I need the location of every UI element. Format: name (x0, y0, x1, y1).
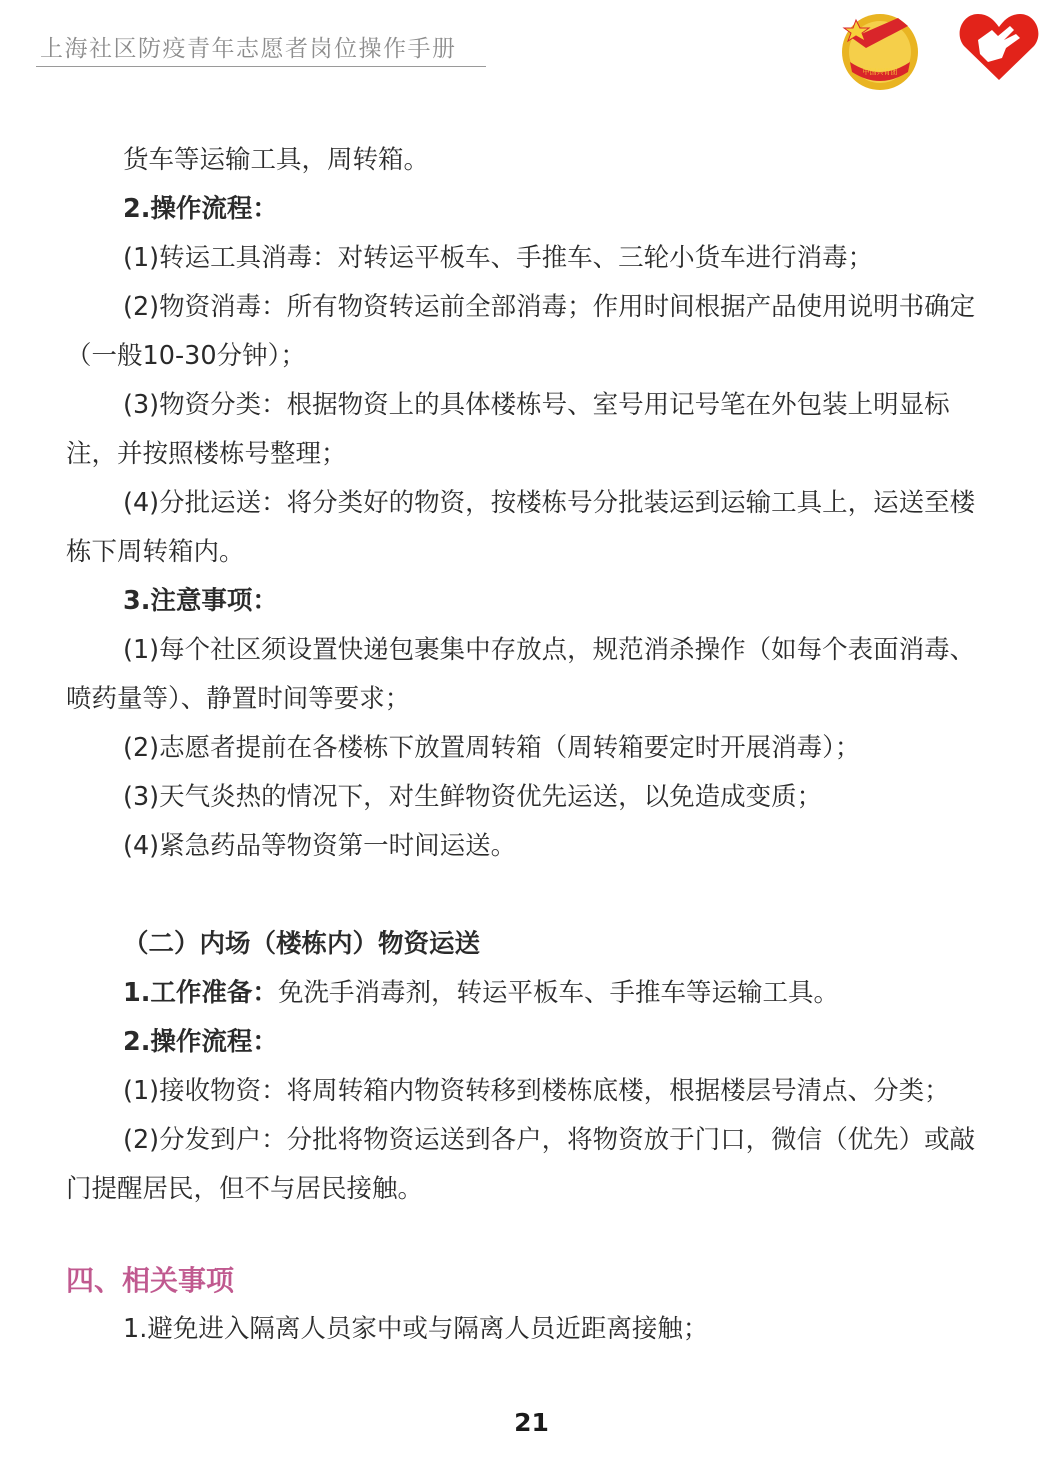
paragraph: (3)物资分类：根据物资上的具体楼栋号、室号用记号笔在外包装上明显标注，并按照楼栋号整理； (66, 390, 950, 469)
paragraph: 货车等运输工具，周转箱。 (123, 145, 430, 175)
subsection-heading: （二）内场（楼栋内）物资运送 (123, 929, 481, 959)
league-ribbon-text: 中国共青团 (862, 68, 898, 76)
subheading-procedure: 2.操作流程： (123, 194, 278, 224)
running-header (36, 26, 486, 67)
subheading-procedure: 2.操作流程： (123, 1027, 278, 1057)
heart-hand-volunteer-icon (958, 10, 1040, 84)
paragraph: (3)天气炎热的情况下，对生鲜物资优先运送，以免造成变质； (123, 782, 823, 812)
subheading-notes: 3.注意事项： (123, 586, 278, 616)
paragraph: 1.避免进入隔离人员家中或与隔离人员近距离接触； (123, 1314, 709, 1344)
page-number: 21 (514, 1408, 549, 1437)
paragraph: (4)分批运送：将分类好的物资，按楼栋号分批装运到运输工具上，运送至楼栋下周转箱内。 (66, 488, 976, 567)
paragraph: (2)志愿者提前在各楼栋下放置周转箱（周转箱要定时开展消毒）； (123, 733, 861, 763)
paragraph (66, 969, 996, 1018)
paragraph: (2)分发到户：分批将物资运送到各户，将物资放于门口，微信（优先）或敲门提醒居民，但不与居民接触。 (66, 1125, 976, 1204)
work-prep-text: 免洗手消毒剂，转运平板车、手推车等运输工具。 (277, 978, 839, 1008)
paragraph: (1)每个社区须设置快递包裹集中存放点，规范消杀操作（如每个表面消毒、喷药量等）、静置时间等要求； (66, 635, 976, 714)
manual-title: 上海社区防疫青年志愿者岗位操作手册 (40, 36, 457, 62)
paragraph: (1)转运工具消毒：对转运平板车、手推车、三轮小货车进行消毒； (123, 243, 874, 273)
paragraph: (4)紧急药品等物资第一时间运送。 (123, 831, 517, 861)
communist-youth-league-emblem-icon (838, 8, 922, 92)
page-body (66, 136, 996, 1354)
paragraph: (1)接收物资：将周转箱内物资转移到楼栋底楼，根据楼层号清点、分类； (123, 1076, 950, 1106)
work-prep-label: 1.工作准备： (123, 978, 278, 1008)
paragraph: (2)物资消毒：所有物资转运前全部消毒；作用时间根据产品使用说明书确定（一般10-30分钟）； (66, 292, 976, 371)
section-heading: 四、相关事项 (66, 1264, 235, 1297)
